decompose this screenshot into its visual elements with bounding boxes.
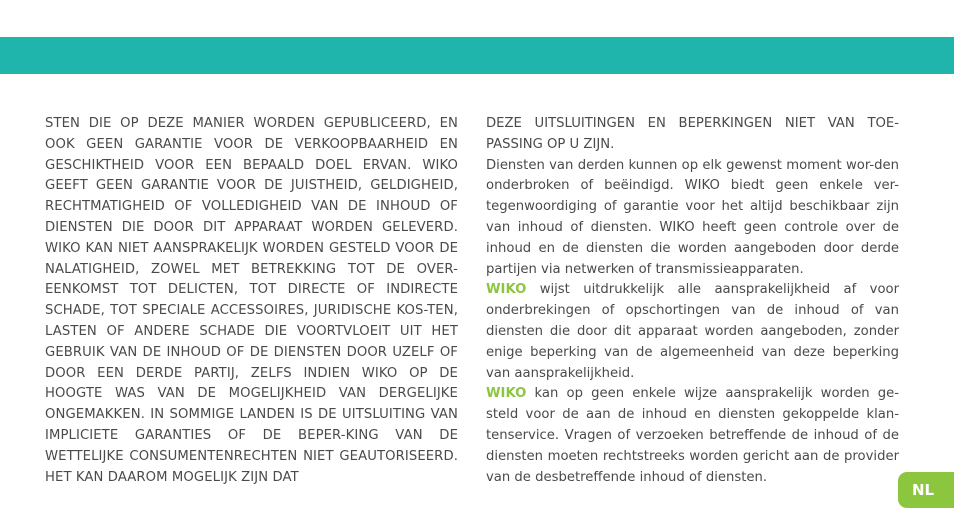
- language-tab: NL: [898, 472, 954, 508]
- liability-paragraph: [486, 280, 899, 384]
- brand-wiko: WIKO: [486, 282, 527, 298]
- right-text-column: [486, 114, 899, 488]
- customer-service-text: kan op geen enkele wijze aansprakelijk worden ge-steld voor de aan de inhoud en diensten gekoppelde klan-tenservice. Vragen of verzoeken betreffende de inhoud of de diensten moeten rechtstreeks worden gericht aan de provider van de desbetreffende inhoud of diensten.: [486, 386, 899, 485]
- header-band: [0, 37, 954, 74]
- liability-text: wijst uitdrukkelijk alle aansprakelijkheid af voor onderbrekingen of opschortingen van de inhoud of van diensten die door dit apparaat worden aangeboden, zonder enige beperking van de algemeenheid van deze beperking van aansprakelijkheid.: [486, 282, 899, 381]
- disclaimer-paragraph-caps: STEN DIE OP DEZE MANIER WORDEN GEPUBLICEERD, EN OOK GEEN GARANTIE VOOR DE VERKOOPBAARHEID EN GESCHIKTHEID VOOR EEN BEPAALD DOEL ERVAN. WIKO GEEFT GEEN GARANTIE VOOR DE JUISTHEID, GELDIGHEID, RECHTMATIGHEID OF VOLLEDIGHEID VAN DE INHOUD OF DIENSTEN DIE DOOR DIT APPARAAT WORDEN GELEVERD. WIKO KAN NIET AANSPRAKELIJK WORDEN GESTELD VOOR DE NALATIGHEID, ZOWEL MET BETREKKING TOT DE OVER-EENKOMST TOT DELICTEN, TOT DIRECTE OF INDIRECTE SCHADE, TOT SPECIALE ACCESSOIRES, JURIDISCHE KOS-TEN, LASTEN OF ANDERE SCHADE DIE VOORTVLOEIT UIT HET GEBRUIK VAN DE INHOUD OF DE DIENSTEN DOOR UZELF OF DOOR EEN DERDE PARTIJ, ZELFS INDIEN WIKO OP DE HOOGTE WAS VAN DE MOGELIJKHEID VAN DERGELIJKE ONGEMAKKEN. IN SOMMIGE LANDEN IS DE UITSLUITING VAN IMPLICIETE GARANTIES OF DE BEPER-KING VAN DE WETTELIJKE CONSUMENTENRECHTEN NIET GEAUTORISEERD. HET KAN DAAROM MOGELIJK ZIJN DAT: [45, 116, 458, 485]
- customer-service-paragraph: [486, 384, 899, 488]
- left-text-column: [45, 114, 458, 488]
- disclaimer-paragraph-caps-end: DEZE UITSLUITINGEN EN BEPERKINGEN NIET VAN TOE-PASSING OP U ZIJN.: [486, 116, 899, 152]
- third-party-services-paragraph: Diensten van derden kunnen op elk gewenst moment wor-den onderbroken of beëindigd. WIKO biedt geen enkele ver-tegenwoordiging of garantie voor het altijd beschikbaar zijn van inhoud of diensten. WIKO heeft geen controle over de inhoud en de diensten die worden aangeboden door derde partijen via netwerken of transmissieapparaten.: [486, 157, 899, 277]
- brand-wiko: WIKO: [486, 386, 527, 402]
